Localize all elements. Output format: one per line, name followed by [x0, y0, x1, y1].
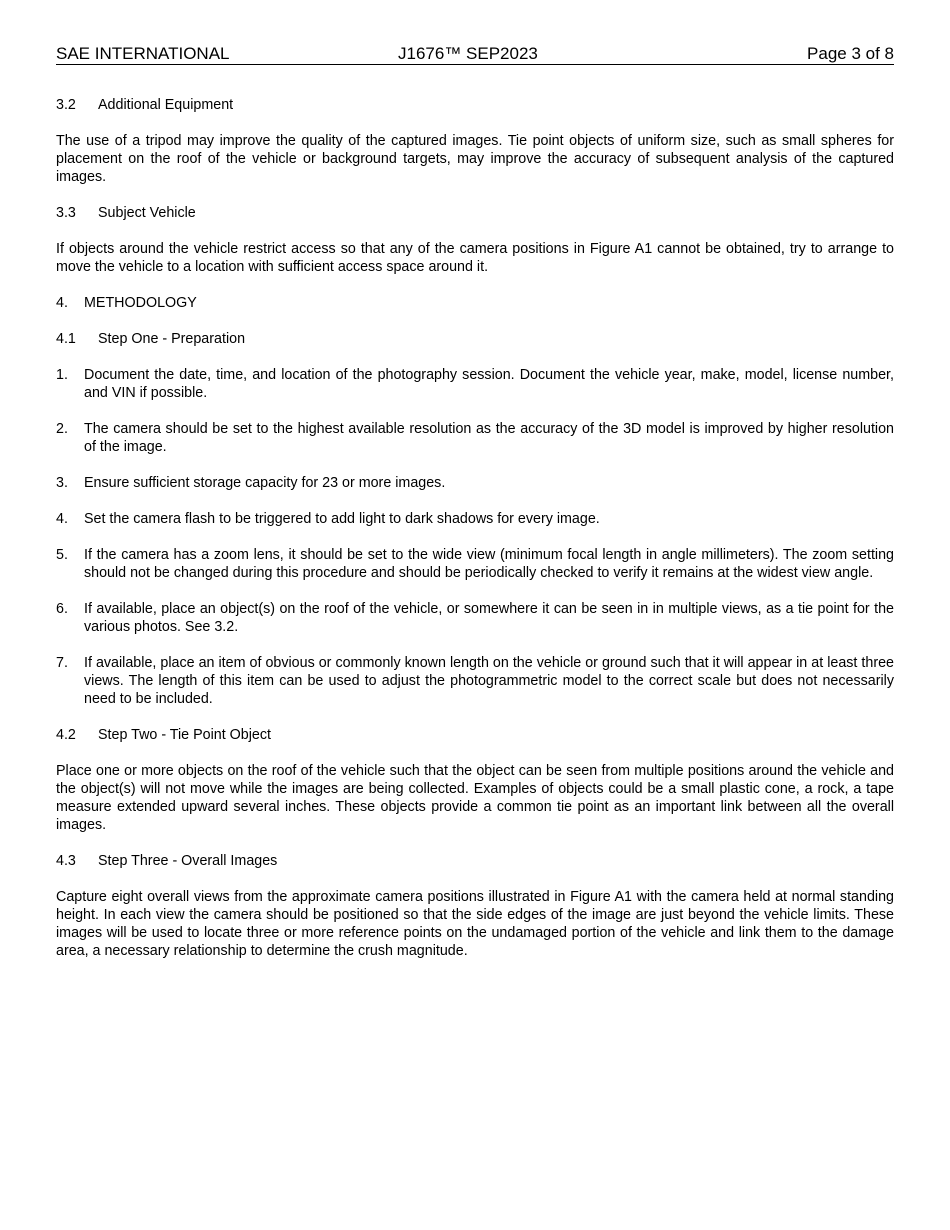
- list-item-number: 6.: [56, 601, 68, 617]
- section-title: METHODOLOGY: [84, 295, 197, 311]
- list-item: [56, 366, 894, 402]
- list-item-text: Ensure sufficient storage capacity for 23 or more images.: [84, 475, 446, 491]
- section-paragraph-4-3: Capture eight overall views from the approximate camera positions illustrated in Figure A1 with the camera held at normal standing height. In each view the camera should be positioned so that the side edges of the image are just beyond the vehicle limits. These images will be used to locate three or more reference points on the undamaged portion of the vehicle and link them to the damage area, a necessary relationship to determine the crush magnitude.: [56, 889, 894, 959]
- section-heading-4: [56, 294, 894, 312]
- list-item: [56, 654, 894, 708]
- section-title: Step One - Preparation: [98, 331, 246, 347]
- publisher-name: SAE INTERNATIONAL: [56, 44, 230, 63]
- section-title: Step Three - Overall Images: [98, 853, 278, 869]
- document-body: [56, 96, 894, 978]
- section-title: Step Two - Tie Point Object: [98, 727, 271, 743]
- section-heading-3-3: [56, 204, 894, 222]
- list-item-number: 5.: [56, 547, 68, 563]
- list-item-text: If available, place an item of obvious or commonly known length on the vehicle or ground such that it will appear in at least three views. The length of this item can be used to adjust the photogrammetric model to the correct scale but does not necessarily need to be included.: [84, 655, 894, 707]
- section-number: 3.2: [56, 97, 76, 113]
- list-item-text: Set the camera flash to be triggered to add light to dark shadows for every image.: [84, 511, 600, 527]
- section-heading-4-1: [56, 330, 894, 348]
- list-item-number: 4.: [56, 511, 68, 527]
- list-item: [56, 474, 894, 492]
- list-item: [56, 546, 894, 582]
- section-number: 3.3: [56, 205, 76, 221]
- document-number: J1676™ SEP2023: [398, 44, 538, 63]
- section-title: Additional Equipment: [98, 97, 234, 113]
- list-item: [56, 420, 894, 456]
- section-heading-4-3: [56, 852, 894, 870]
- section-number: 4.3: [56, 853, 76, 869]
- section-heading-4-2: [56, 726, 894, 744]
- section-number: 4.1: [56, 331, 76, 347]
- list-item-number: 7.: [56, 655, 68, 671]
- section-title: Subject Vehicle: [98, 205, 196, 221]
- section-paragraph-3-3: If objects around the vehicle restrict access so that any of the camera positions in Figure A1 cannot be obtained, try to arrange to move the vehicle to a location with sufficient access space around it.: [56, 241, 894, 275]
- list-item: [56, 600, 894, 636]
- section-number: 4.2: [56, 727, 76, 743]
- section-paragraph-4-2: Place one or more objects on the roof of the vehicle such that the object can be seen from multiple positions around the vehicle and the object(s) will not move while the images are being collected. Examples of objects could be a small plastic cone, a rock, a tape measure extended upward several inches. These objects provide a common tie point as an important link between all the overall images.: [56, 763, 894, 833]
- section-number: 4.: [56, 295, 68, 311]
- page-number: Page 3 of 8: [807, 44, 894, 63]
- list-item-text: Document the date, time, and location of the photography session. Document the vehicle year, make, model, license number, and VIN if possible.: [84, 367, 894, 401]
- list-item-number: 1.: [56, 367, 68, 383]
- list-item-number: 2.: [56, 421, 68, 437]
- list-item: [56, 510, 894, 528]
- page-header: [56, 44, 894, 65]
- list-item-number: 3.: [56, 475, 68, 491]
- list-item-text: The camera should be set to the highest available resolution as the accuracy of the 3D model is improved by higher resolution of the image.: [84, 421, 894, 455]
- section-paragraph-3-2: The use of a tripod may improve the quality of the captured images. Tie point objects of uniform size, such as small spheres for placement on the roof of the vehicle or background targets, may improve the accuracy of subsequent analysis of the captured images.: [56, 133, 894, 185]
- list-item-text: If available, place an object(s) on the roof of the vehicle, or somewhere it can be seen in in multiple views, as a tie point for the various photos. See 3.2.: [84, 601, 894, 635]
- list-item-text: If the camera has a zoom lens, it should be set to the wide view (minimum focal length in angle millimeters). The zoom setting should not be changed during this procedure and should be periodically checked to verify it remains at the widest view angle.: [84, 547, 894, 581]
- section-heading-3-2: [56, 96, 894, 114]
